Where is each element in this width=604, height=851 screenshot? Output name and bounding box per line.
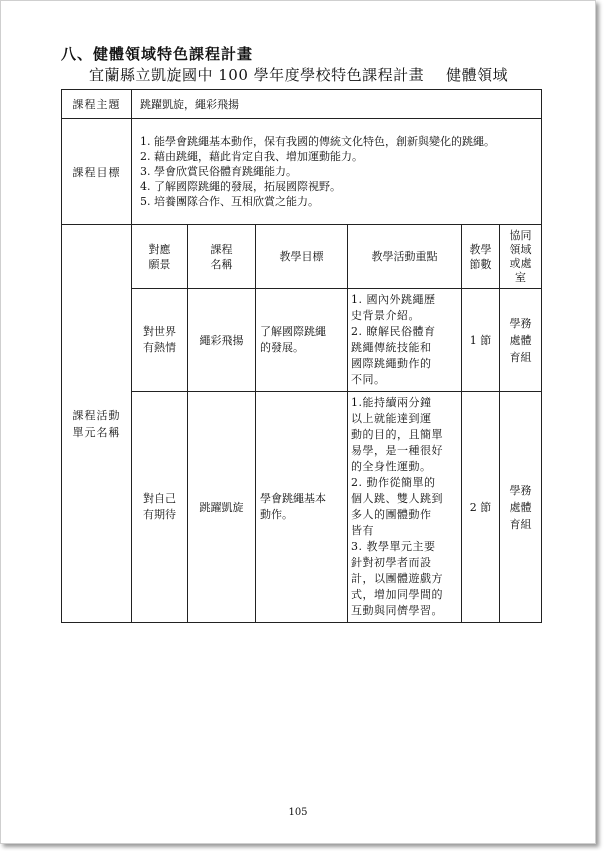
unit-goal: 學會跳繩基本 動作。 [256, 392, 348, 623]
units-header-row [62, 225, 542, 289]
course-goals-label: 課程目標 [62, 119, 132, 225]
course-theme-row [62, 90, 542, 119]
unit-vision: 對自己 有期待 [132, 392, 188, 623]
unit-periods: 2 節 [462, 392, 500, 623]
unit-vision: 對世界 有熱情 [132, 289, 188, 392]
unit-goal: 了解國際跳繩 的發展。 [256, 289, 348, 392]
table-row [62, 289, 542, 392]
table-row [62, 392, 542, 623]
goal-item: 4. 了解國際跳繩的發展，拓展國際視野。 [140, 180, 341, 193]
course-theme-label: 課程主題 [62, 90, 132, 119]
page-number: 105 [288, 807, 308, 818]
unit-office: 學務 處體 育組 [500, 289, 542, 392]
header-office: 協同 領域 或處 室 [500, 225, 542, 289]
course-goals-row [62, 119, 542, 225]
header-vision: 對應 願景 [132, 225, 188, 289]
unit-periods: 1 節 [462, 289, 500, 392]
goal-item: 3. 學會欣賞民俗體育跳繩能力。 [140, 165, 297, 178]
header-goal: 教學目標 [256, 225, 348, 289]
unit-course-name: 繩彩飛揚 [188, 289, 256, 392]
header-periods: 教學 節數 [462, 225, 500, 289]
header-course-name: 課程 名稱 [188, 225, 256, 289]
goal-item: 5. 培養團隊合作、互相欣賞之能力。 [140, 195, 319, 208]
unit-course-name: 跳躍凱旋 [188, 392, 256, 623]
units-label: 課程活動 單元名稱 [62, 225, 132, 623]
goal-item: 1. 能學會跳繩基本動作，保有我國的傳統文化特色，創新與變化的跳繩。 [140, 135, 495, 148]
course-plan-table [61, 89, 542, 623]
goal-item: 2. 藉由跳繩，藉此肯定自我、增加運動能力。 [140, 150, 363, 163]
course-goals-list [132, 119, 542, 225]
unit-activity: 1. 國內外跳繩歷 史背景介紹。 2. 瞭解民俗體育 跳繩傳統技能和 國際跳繩動作的 不同。 [348, 289, 462, 392]
header-activity: 教學活動重點 [348, 225, 462, 289]
unit-activity: 1.能持續兩分鐘 以上就能達到運 動的目的，且簡單 易學，是一種很好 的全身性運動。 2. 動作從簡單的 個人跳、雙人跳到 多人的團體動作 皆有 3. 教學單元主要 針對初學者而設 計，以團體遊戲方 式，增加同學間的 互動與同儕學習。 [348, 392, 462, 623]
plan-subtitle [89, 64, 508, 85]
subtitle-domain: 健體領域 [446, 66, 509, 84]
course-theme-value: 跳躍凱旋，繩彩飛揚 [132, 90, 542, 119]
section-title: 八、健體領域特色課程計畫 [61, 45, 254, 63]
unit-office: 學務 處體 育組 [500, 392, 542, 623]
subtitle-main: 宜蘭縣立凱旋國中 100 學年度學校特色課程計畫 [89, 66, 425, 84]
